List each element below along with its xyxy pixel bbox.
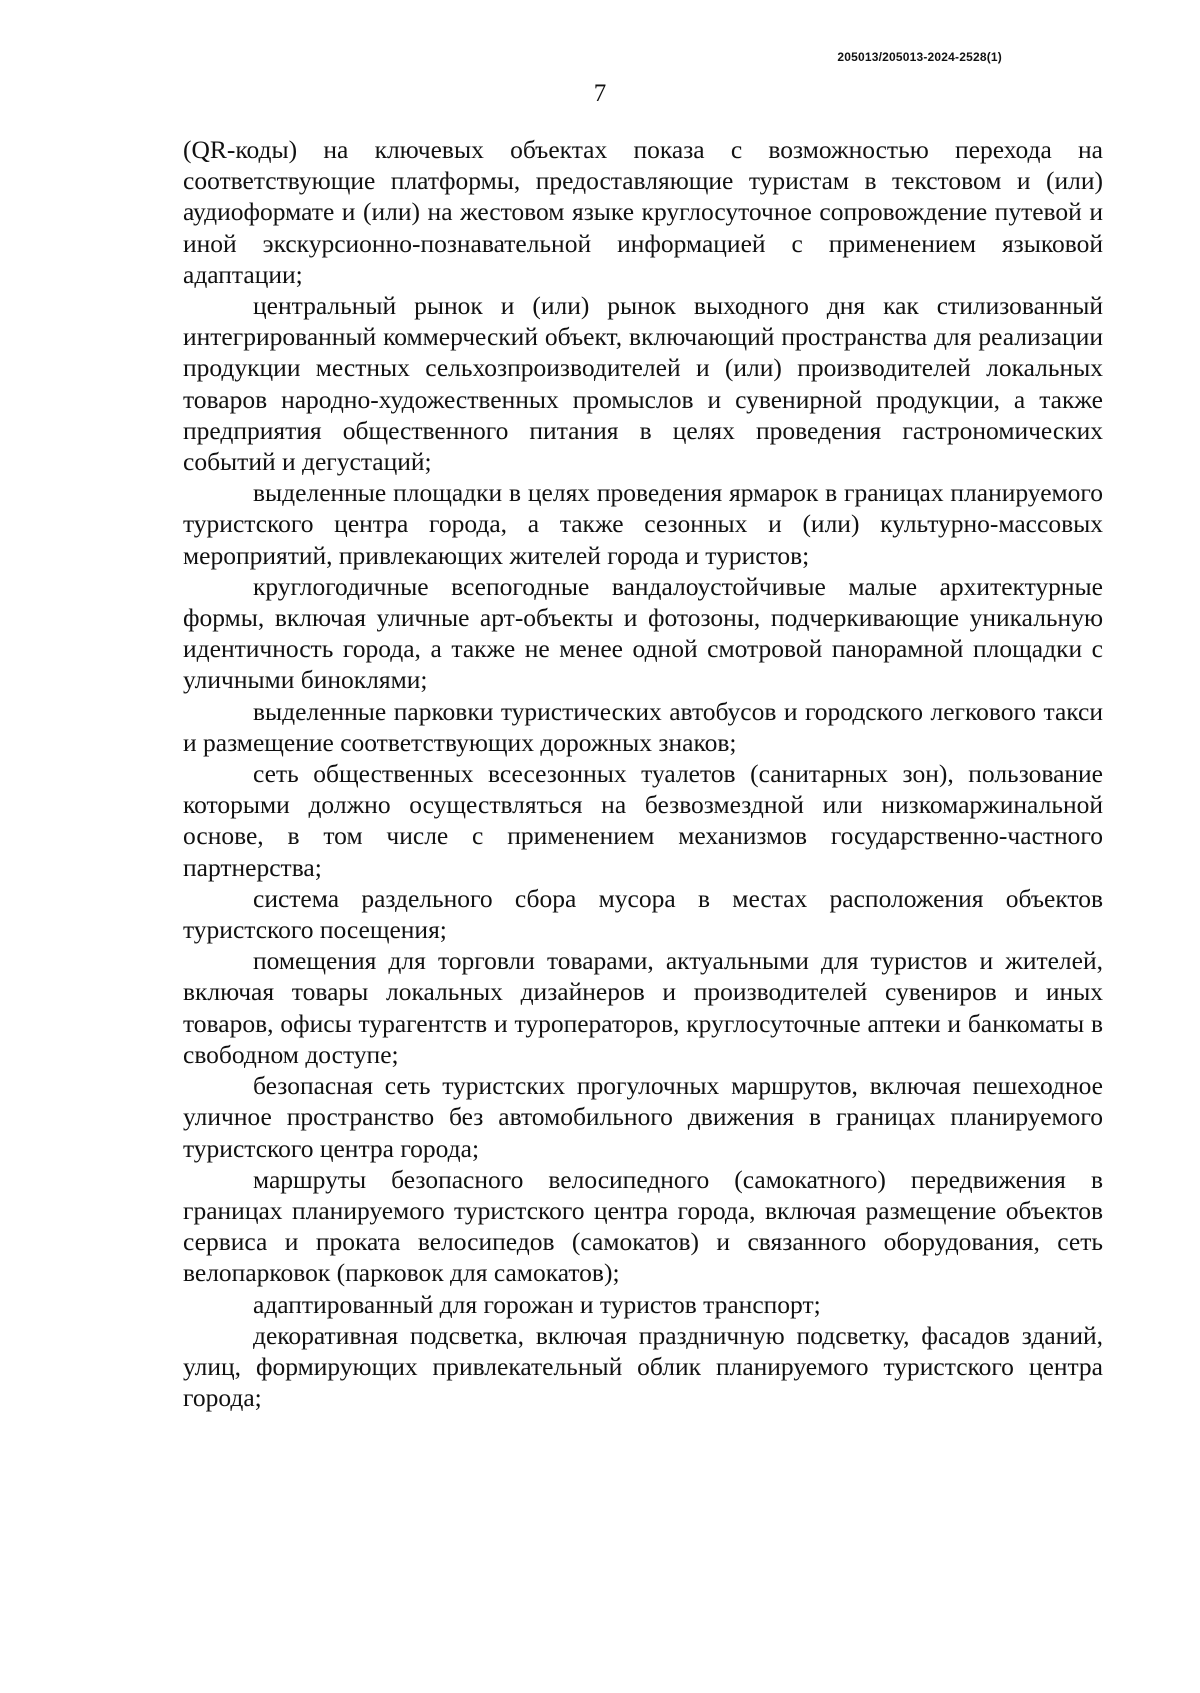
- paragraph: декоративная подсветка, включая праздничную подсветку, фасадов зданий, улиц, формирующих привлекательный облик планируемого туристского центра города;: [183, 1320, 1103, 1413]
- document-body: [183, 134, 1103, 1413]
- paragraph: выделенные площадки в целях проведения ярмарок в границах планируемого туристского центра города, а также сезонных и (или) культурно-массовых мероприятий, привлекающих жителей города и туристов;: [183, 478, 1103, 570]
- paragraph: адаптированный для горожан и туристов транспорт;: [253, 1289, 821, 1319]
- paragraph: сеть общественных всесезонных туалетов (санитарных зон), пользование которыми должно осуществляться на безвозмездной или низкомаржинальной основе, в том числе с применением механизмов государственно-частного партнерства;: [183, 759, 1103, 882]
- paragraph: система раздельного сбора мусора в местах расположения объектов туристского посещения;: [183, 883, 1103, 945]
- paragraph: выделенные парковки туристических автобусов и городского легкового такси и размещение соответствующих дорожных знаков;: [183, 696, 1103, 757]
- paragraph: (QR-коды) на ключевых объектах показа с возможностью перехода на соответствующие платформы, предоставляющие туристам в текстовом и (или) аудиоформате и (или) на жестовом языке круглосуточное сопровождение путевой и иной экскурсионно-познавательной информацией с применением языковой адаптации;: [183, 135, 1103, 289]
- paragraph: круглогодичные всепогодные вандалоустойчивые малые архитектурные формы, включая уличные арт-объекты и фотозоны, подчеркивающие уникальную идентичность города, а также не менее одной смотровой панорамной площадки с уличными биноклями;: [183, 571, 1103, 695]
- document-registration-number: 205013/205013-2024-2528(1): [837, 50, 1002, 64]
- page-number: 7: [593, 80, 607, 107]
- paragraph: центральный рынок и (или) рынок выходного дня как стилизованный интегрированный коммерческий объект, включающий пространства для реализации продукции местных сельхозпроизводителей и (или) производителей локальных товаров народно-художественных промыслов и сувенирной продукции, а также предприятия общественного питания в целях проведения гастрономических событий и дегустаций;: [183, 291, 1103, 477]
- paragraph: маршруты безопасного велосипедного (самокатного) передвижения в границах планируемого туристского центра города, включая размещение объектов сервиса и проката велосипедов (самокатов) и связанного оборудования, сеть велопарковок (парковок для самокатов);: [183, 1164, 1103, 1288]
- paragraph: безопасная сеть туристских прогулочных маршрутов, включая пешеходное уличное пространство без автомобильного движения в границах планируемого туристского центра города;: [183, 1071, 1103, 1163]
- paragraph: помещения для торговли товарами, актуальными для туристов и жителей, включая товары локальных дизайнеров и производителей сувениров и иных товаров, офисы турагентств и туроператоров, круглосуточные аптеки и банкоматы в свободном доступе;: [183, 946, 1103, 1069]
